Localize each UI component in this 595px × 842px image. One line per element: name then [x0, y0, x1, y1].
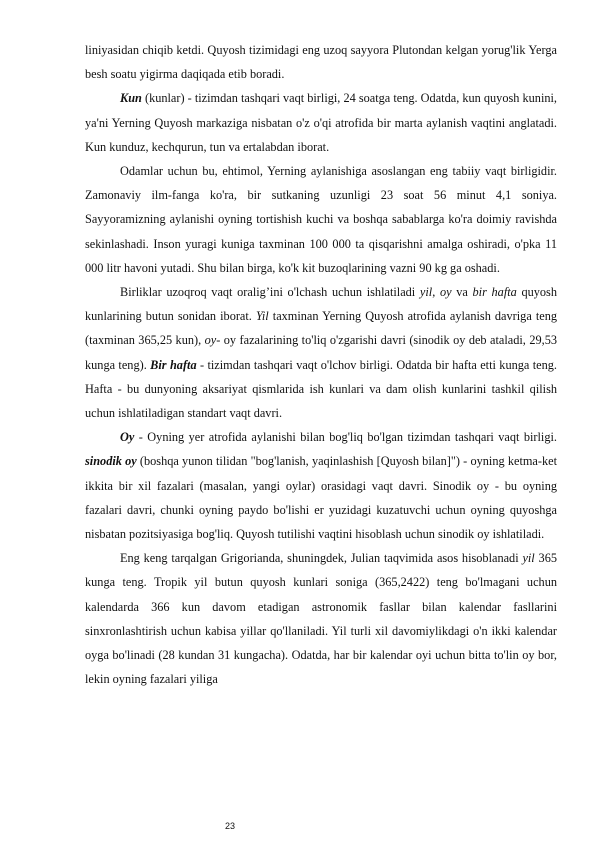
- text-run: (kunlar) - tizimdan tashqari vaqt birligi, 24 soatga teng. Odatda, kun quyosh kunini, ya'ni Yerning Quyosh markaziga nisbatan o'z o'qi atrofida bir marta aylanish vaqtini anglatadi. Kun kunduz, kechqurun, tun va ertalabdan iborat.: [85, 91, 557, 154]
- italic-term: bir hafta: [472, 285, 517, 300]
- text-run: - Oyning yer atrofida aylanishi bilan bog'liq bo'lgan tizimdan tashqari vaqt birligi.: [134, 430, 557, 445]
- paragraph-kun: [85, 86, 557, 159]
- italic-term: yil: [522, 551, 535, 566]
- paragraph-birliklar: [85, 280, 557, 425]
- text-run: taxminan Yerning Quyosh atrofida aylanish davriga teng (taxminan 365,25 kun),: [85, 309, 558, 348]
- page-number: 23: [224, 821, 235, 831]
- term-highlight: Bir hafta: [150, 357, 197, 372]
- text-run: - oy fazalarining to'liq o'zgarishi davri (sinodik oy deb ataladi, 29,53 kunga teng).: [85, 333, 557, 372]
- text-run: ,: [432, 285, 440, 300]
- italic-term: oy: [439, 285, 452, 300]
- text-run: - tizimdan tashqari vaqt o'lchov birligi. Odatda bir hafta etti kunga teng. Hafta - bu dunyoning aksariyat qismlarida ish kunlari va dam olish kunlarini tashkil qilish uchun ishlatiladigan standart vaqt davri.: [85, 357, 557, 421]
- paragraph-eng-keng: [85, 546, 557, 691]
- italic-term: oy: [204, 333, 217, 348]
- text-run: Birliklar uzoqroq vaqt oralig’ini o'lchash uchun ishlatiladi: [120, 285, 420, 300]
- italic-term: Yil: [255, 309, 269, 324]
- text-run: liniyasidan chiqib ketdi. Quyosh tizimidagi eng uzoq sayyora Plutondan kelgan yorug'lik Yerga besh soatu yigirma daqiqada etib boradi.: [85, 43, 557, 82]
- term-highlight: sinodik oy: [85, 454, 137, 469]
- italic-term: yil: [419, 285, 433, 300]
- text-run: va: [451, 285, 473, 300]
- paragraph-odamlar: [85, 159, 557, 280]
- body-text: [85, 38, 557, 691]
- text-run: (boshqa yunon tilidan "bog'lanish, yaqinlashish [Quyosh bilan]") - oyning ketma-ket ikkita bir xil fazalari (masalan, yangi oylar) orasidagi vaqt davri. Sinodik oy - bu oyning fazalari davri, chunki oyning paydo bo'lishi er yuzidagi kuzatuvchi uchun oyning quyoshga nisbatan pozitsiyasiga bog'liq. Quyosh tutilishi vaqtini hisoblash uchun sinodik oy ishlatiladi.: [85, 454, 557, 542]
- term-highlight: Oy: [120, 430, 135, 445]
- text-run: quyosh kunlarining butun sonidan iborat.: [85, 285, 557, 324]
- paragraph-1: [85, 38, 557, 86]
- text-run: Odamlar uchun bu, ehtimol, Yerning aylanishiga asoslangan eng tabiiy vaqt birligidir. Zamonaviy ilm-fanga ko'ra, bir sutkaning uzunligi 23 soat 56 minut 4,1 soniya. Sayyoramizning aylanishi oyning tortishish kuchi va boshqa sabablarga ko'ra doimiy ravishda sekinlashadi. Inson yuragi kuniga taxminan 100 000 ta qisqarishni amalga oshiradi, o'pka 11 000 litr havoni yutadi. Shu bilan birga, ko'k kit buzoqlarining vazni 90 kg ga oshadi.: [85, 164, 557, 275]
- text-run: 365 kunga teng. Tropik yil butun quyosh kunlari soniga (365,2422) teng bo'lmagani uchun kalendarda 366 kun davom etadigan astronomik fasllar bilan kalendar fasllarini sinxronlashtirish uchun kabisa yillar qo'llaniladi. Yil turli xil davomiylikdagi o'n ikki kalendar oyga bo'linadi (28 kundan 31 kungacha). Odatda, har bir kalendar oyi uchun bitta to'lin oy bor, lekin oyning fazalari yiliga: [85, 551, 557, 687]
- text-run: Eng keng tarqalgan Grigorianda, shuningdek, Julian taqvimida asos hisoblanadi: [120, 551, 523, 566]
- paragraph-oy: [85, 425, 557, 546]
- term-highlight: Kun: [120, 91, 142, 106]
